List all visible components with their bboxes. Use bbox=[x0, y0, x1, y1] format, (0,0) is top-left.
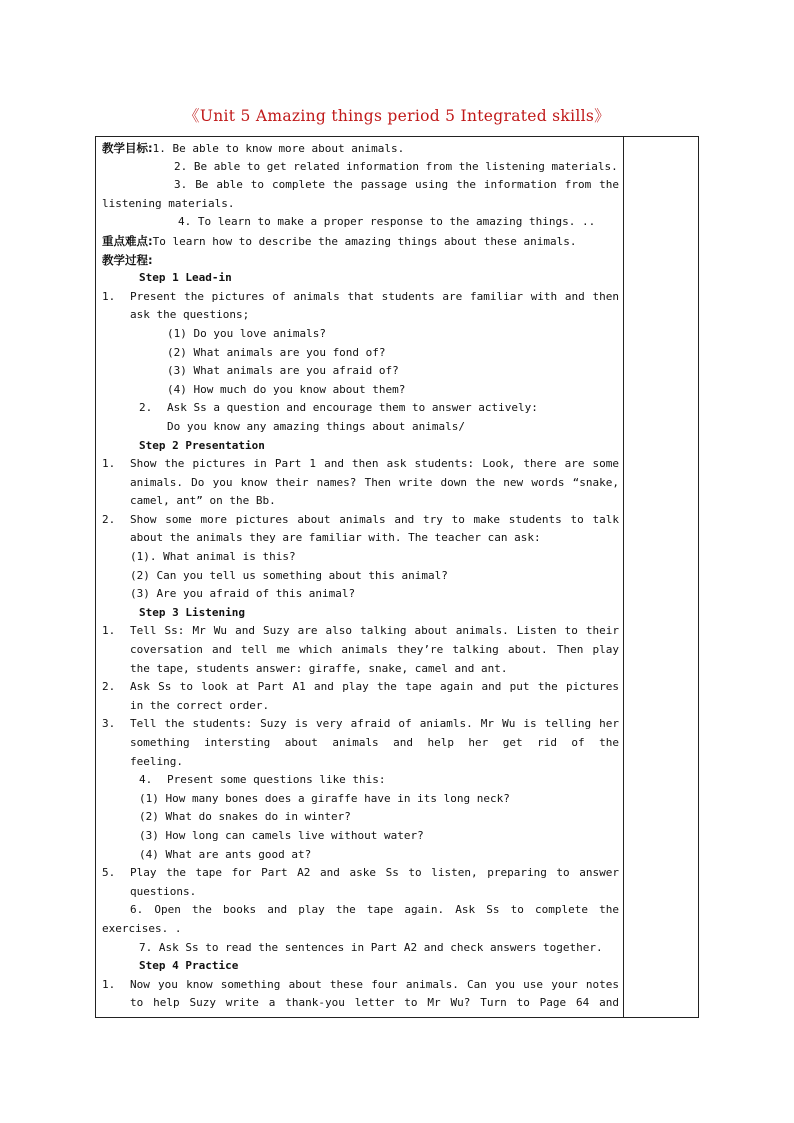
step4-heading: Step 4 Practice bbox=[139, 959, 239, 973]
step3-item1-line1: 1. Tell Ss: Mr Wu and Suzy are also talking about animals. Listen to their bbox=[102, 624, 619, 638]
page-title: 《Unit 5 Amazing things period 5 Integrated skills》 bbox=[184, 107, 610, 125]
step3-item2-line2: in the correct order. bbox=[130, 698, 270, 712]
step1-question-2: (2) What animals are you fond of? bbox=[167, 345, 386, 359]
key-points-line: 重点难点:To learn how to describe the amazing things about these animals. bbox=[102, 233, 577, 248]
step2-question-3: (3) Are you afraid of this animal? bbox=[130, 587, 356, 601]
step2-question-1: (1). What animal is this? bbox=[130, 550, 296, 564]
objective-line-5: 4. To learn to make a proper response to the amazing things. .. bbox=[178, 215, 596, 229]
step3-question-2: (2) What do snakes do in winter? bbox=[139, 810, 351, 824]
step2-item2-line2: about the animals they are familiar with. The teacher can ask: bbox=[130, 531, 541, 545]
step3-question-3: (3) How long can camels live without water? bbox=[139, 828, 424, 842]
objectives-label: 教学目标: bbox=[102, 141, 153, 155]
step1-question-1: (1) Do you love animals? bbox=[167, 326, 326, 340]
step3-question-4: (4) What are ants good at? bbox=[139, 847, 312, 861]
step2-item1-line2: animals. Do you know their names? Then write down the new words “snake, bbox=[130, 475, 619, 489]
step3-heading: Step 3 Listening bbox=[139, 605, 245, 619]
step1-item1-line1: 1. Present the pictures of animals that students are familiar with and then bbox=[102, 289, 619, 303]
step2-item1-line1: 1. Show the pictures in Part 1 and then ask students: Look, there are some bbox=[102, 457, 619, 471]
step3-item5-line2: questions. bbox=[130, 884, 197, 898]
objective-line-3: 3. Be able to complete the passage using the information from the bbox=[174, 178, 619, 192]
step3-item7: 7. Ask Ss to read the sentences in Part A2 and check answers together. bbox=[139, 940, 603, 954]
step4-item1-line1: 1. Now you know something about these four animals. Can you use your notes bbox=[102, 977, 619, 991]
step1-item2: 2. Ask Ss a question and encourage them to answer actively: bbox=[139, 401, 538, 415]
objective-line-4: listening materials. bbox=[102, 196, 235, 210]
step3-question-1: (1) How many bones does a giraffe have in its long neck? bbox=[139, 791, 510, 805]
key-points-label: 重点难点: bbox=[102, 233, 153, 248]
step1-item1-line2: ask the questions; bbox=[130, 308, 250, 322]
process-label: 教学过程: bbox=[102, 252, 153, 267]
lesson-content-cell bbox=[102, 139, 619, 1017]
step3-item3-line2: something intersting about animals and help her get rid of the bbox=[130, 736, 619, 749]
step3-item1-line2: coversation and tell me which animals they’re talking about. Then play bbox=[130, 643, 619, 657]
step3-item3-line3: feeling. bbox=[130, 754, 183, 768]
step3-item2-line1: 2. Ask Ss to look at Part A1 and play the tape again and put the pictures bbox=[102, 680, 619, 694]
step4-item1-line2: to help Suzy write a thank-you letter to Mr Wu? Turn to Page 64 and bbox=[130, 996, 619, 1010]
step3-item6-line2: exercises. . bbox=[102, 921, 182, 935]
step1-question-4: (4) How much do you know about them? bbox=[167, 382, 406, 396]
step3-item5-line1: 5. Play the tape for Part A2 and aske Ss to listen, preparing to answer bbox=[102, 866, 619, 880]
step2-question-2: (2) Can you tell us something about this animal? bbox=[130, 568, 448, 582]
step1-question-3: (3) What animals are you afraid of? bbox=[167, 364, 399, 378]
step2-item1-line3: camel, ant” on the Bb. bbox=[130, 494, 276, 508]
step1-heading: Step 1 Lead-in bbox=[139, 271, 232, 285]
step2-item2-line1: 2. Show some more pictures about animals and try to make students to talk bbox=[102, 512, 619, 526]
step3-item4: 4. Present some questions like this: bbox=[139, 773, 386, 787]
notes-column bbox=[624, 137, 698, 1017]
step3-item1-line3: the tape, students answer: giraffe, snake, camel and ant. bbox=[130, 661, 508, 675]
objective-line-1: 教学目标:1. Be able to know more about animals. bbox=[102, 141, 405, 155]
step2-heading: Step 2 Presentation bbox=[139, 438, 265, 452]
step3-item6-line1: 6. Open the books and play the tape again. Ask Ss to complete the bbox=[130, 903, 619, 917]
step1-item2-followup: Do you know any amazing things about animals/ bbox=[167, 419, 466, 433]
lesson-plan-table bbox=[95, 136, 699, 1018]
step3-item3-line1: 3. Tell the students: Suzy is very afraid of aniamls. Mr Wu is telling her bbox=[102, 717, 619, 731]
objective-line-2: 2. Be able to get related information from the listening materials. bbox=[174, 159, 618, 173]
